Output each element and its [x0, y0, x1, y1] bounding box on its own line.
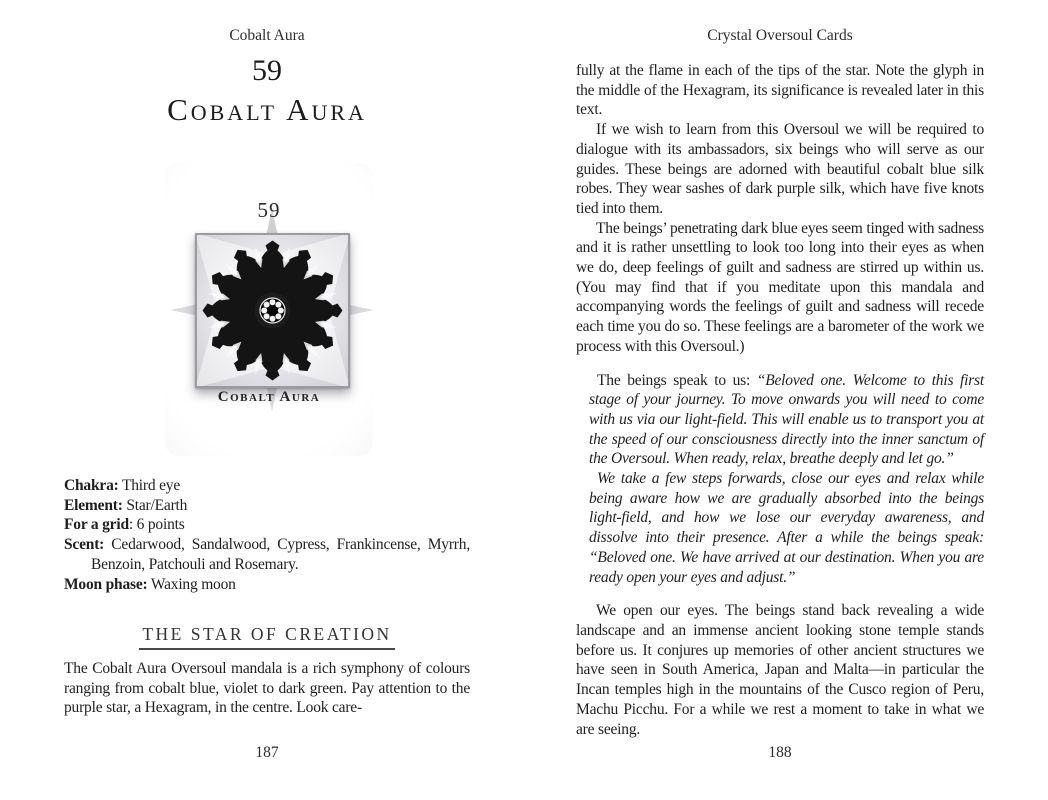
- attribute-label: Element:: [64, 496, 123, 514]
- mandala-image: [195, 233, 350, 388]
- attribute-row-moon-phase: [64, 575, 470, 595]
- book-page-left: [64, 0, 470, 800]
- running-head-right: Crystal Oversoul Cards: [707, 27, 853, 44]
- page-number-right: 188: [768, 744, 792, 761]
- closing-paragraph: We open our eyes. The beings stand back revealing a wide landscape and an immense ancient looking stone temple stands before us. It conjures up memories of other ancient structures we have seen in South America, Japan and Malta—in particular the Incan temples high in the mountains of the Cusco region of Peru, Machu Picchu. For a while we rest a moment to take in what we are seeing.: [576, 602, 984, 738]
- quote-intro: The beings speak to us:: [597, 371, 757, 389]
- quote-block: [589, 371, 984, 588]
- body-paragraph: The beings’ penetrating dark blue eyes seem tinged with sadness and it is rather unsettling to look too long into their eyes as when we do, deep feelings of guilt and sadness are stirred up within us. (You may find that if you meditate upon this mandala and accompanying words the feelings of guilt and sadness will recede each time you do so. These feelings are a barometer of the work we process with this Oversoul.): [576, 219, 984, 355]
- body-paragraph: fully at the flame in each of the tips of the star. Note the glyph in the middle of the Hexagram, its significance is revealed later in this text.: [576, 62, 984, 119]
- attribute-row-scent: [64, 535, 470, 574]
- body-paragraph: If we wish to learn from this Oversoul we will be required to dialogue with its ambassadors, six beings who will serve as our guides. These beings are adorned with beautiful cobalt blue silk robes. They wear sashes of dark purple silk, which have five knots tied into them.: [576, 121, 984, 217]
- page-number-left: 187: [255, 744, 279, 761]
- attributes-list: [64, 476, 470, 594]
- body-paragraph: The Cobalt Aura Oversoul mandala is a rich symphony of colours ranging from cobalt blue, violet to dark green. Pay attention to the purple star, a Hexagram, in the centre. Look care-: [64, 660, 470, 717]
- quote-text: “Beloved one. Welcome to this first stage of your journey. To move onwards you will need to come with us via our light-field. This will enable us to transport you at the speed of our consciousness directly into the inner sanctum of the Oversoul. When ready, relax, breathe deeply and let go.”: [589, 371, 984, 468]
- attribute-value: Star/Earth: [122, 496, 188, 514]
- card-number-heading: 59: [252, 54, 282, 87]
- page-title: Cobalt Aura: [167, 92, 367, 127]
- attribute-row-chakra: [64, 476, 470, 496]
- attribute-value: Third eye: [118, 477, 180, 494]
- attribute-row-grid: [64, 515, 470, 535]
- quote-paragraph: [589, 371, 984, 470]
- oversoul-card: [165, 162, 373, 456]
- attribute-label: Scent:: [64, 536, 105, 554]
- quote-paragraph: We take a few steps forwards, close our eyes and relax while being aware how we are gradually absorbed into the beings light-field, and how we lose our everyday awareness, and dissolve into their presence. After a while the beings speak: “Beloved one. We have arrived at our destination. When you are ready open your eyes and adjust.”: [589, 470, 984, 586]
- attribute-value: : 6 points: [128, 516, 185, 534]
- card-caption: Cobalt Aura: [217, 389, 321, 405]
- attribute-label: Chakra:: [64, 477, 119, 494]
- attribute-value: Waxing moon: [147, 575, 236, 593]
- card-number: 59: [257, 198, 281, 222]
- attribute-label: Moon phase:: [64, 575, 148, 593]
- mandala-svg: [195, 233, 350, 388]
- attribute-row-element: [64, 496, 470, 516]
- attribute-label: For a grid: [64, 516, 129, 534]
- section-heading: [64, 624, 470, 650]
- running-head-left: Cobalt Aura: [229, 27, 305, 44]
- body-text: [576, 61, 984, 739]
- attribute-value: Cedarwood, Sandalwood, Cypress, Frankincense, Myrrh, Benzoin, Patchouli and Rosemary.: [91, 536, 470, 573]
- book-page-right: [576, 0, 984, 800]
- section-heading-text: THE STAR OF CREATION: [139, 624, 394, 650]
